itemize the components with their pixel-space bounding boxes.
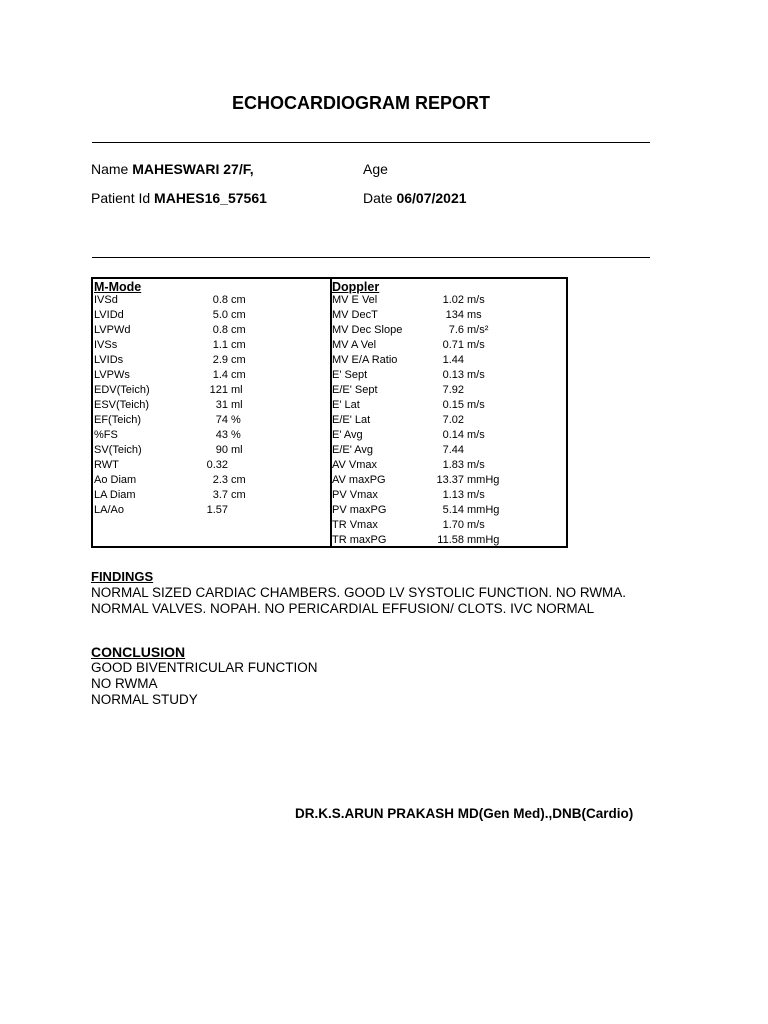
- patient-id-label: Patient Id: [91, 190, 151, 206]
- measurement-label: MV Dec Slope: [332, 324, 403, 336]
- measurement-value: 121: [209, 384, 228, 396]
- mmode-row: [94, 473, 324, 488]
- top-divider: [92, 142, 650, 143]
- measurement-value: 0.71: [442, 339, 464, 351]
- measurement-value: 3.7: [212, 489, 228, 501]
- mmode-row: [94, 368, 324, 383]
- doppler-row: [332, 338, 567, 353]
- measurement-label: E' Sept: [332, 369, 368, 381]
- measurement-value: 7.92: [442, 384, 464, 396]
- measurement-value: 0.13: [442, 369, 464, 381]
- measurement-value: 5.14: [442, 504, 464, 516]
- doppler-row: [332, 443, 567, 458]
- age-label: Age: [363, 161, 388, 177]
- doppler-row: [332, 413, 567, 428]
- doppler-row: [332, 428, 567, 443]
- measurement-value: 31: [215, 399, 228, 411]
- measurement-value: 2.3: [212, 474, 228, 486]
- measurement-label: EDV(Teich): [94, 384, 150, 396]
- mmode-row: [94, 458, 324, 473]
- name-value: MAHESWARI 27/F,: [132, 161, 254, 177]
- mmode-row: [94, 443, 324, 458]
- conclusion-heading: CONCLUSION: [91, 644, 186, 660]
- doppler-row: [332, 488, 567, 503]
- measurement-label: Ao Diam: [94, 474, 137, 486]
- measurement-value: 1.57: [206, 504, 228, 516]
- doppler-row: [332, 293, 567, 308]
- measurement-label: IVSd: [94, 294, 118, 306]
- measurement-label: LVPWd: [94, 324, 131, 336]
- doppler-row: [332, 323, 567, 338]
- measurement-label: LVIDs: [94, 354, 124, 366]
- measurement-label: E/E' Lat: [332, 414, 371, 426]
- measurement-label: %FS: [94, 429, 118, 441]
- mmode-row: [94, 353, 324, 368]
- measurements-table: [91, 277, 568, 548]
- measurement-unit: m/s²: [467, 324, 489, 336]
- doppler-row: [332, 308, 567, 323]
- conclusion-text: [91, 660, 318, 708]
- measurement-unit: mmHg: [467, 504, 500, 516]
- doppler-row: [332, 473, 567, 488]
- measurement-unit: cm: [231, 324, 246, 336]
- measurement-value: 1.44: [442, 354, 464, 366]
- measurement-value: 134: [445, 309, 464, 321]
- measurement-unit: m/s: [467, 459, 485, 471]
- measurement-label: LVIDd: [94, 309, 124, 321]
- findings-line: NORMAL VALVES. NOPAH. NO PERICARDIAL EFFUSION/ CLOTS. IVC NORMAL: [91, 601, 595, 616]
- doppler-row: [332, 383, 567, 398]
- measurement-label: MV E Vel: [332, 294, 378, 306]
- mmode-row: [94, 293, 324, 308]
- measurement-unit: mmHg: [467, 474, 500, 486]
- doctor-signature: DR.K.S.ARUN PRAKASH MD(Gen Med).,DNB(Cardio): [295, 806, 634, 821]
- measurement-label: AV Vmax: [332, 459, 378, 471]
- measurement-unit: m/s: [467, 369, 485, 381]
- doppler-row: [332, 518, 567, 533]
- measurement-value: 0.8: [212, 324, 228, 336]
- measurement-label: EF(Teich): [94, 414, 142, 426]
- measurement-value: 7.6: [448, 324, 464, 336]
- doppler-row: [332, 533, 567, 548]
- doppler-heading: Doppler: [332, 280, 380, 294]
- measurement-label: E/E' Avg: [332, 444, 374, 456]
- measurement-unit: cm: [231, 354, 246, 366]
- measurement-label: LVPWs: [94, 369, 130, 381]
- measurement-label: PV Vmax: [332, 489, 378, 501]
- measurement-label: E' Lat: [332, 399, 360, 411]
- date-value: 06/07/2021: [396, 190, 467, 206]
- measurement-value: 1.1: [212, 339, 228, 351]
- measurement-value: 2.9: [212, 354, 228, 366]
- measurement-unit: cm: [231, 339, 246, 351]
- measurement-label: MV A Vel: [332, 339, 377, 351]
- measurement-label: MV E/A Ratio: [332, 354, 398, 366]
- measurement-label: ESV(Teich): [94, 399, 150, 411]
- measurement-unit: ml: [231, 399, 243, 411]
- mmode-row: [94, 383, 324, 398]
- measurement-unit: ml: [231, 444, 243, 456]
- measurement-unit: %: [231, 429, 241, 441]
- measurement-value: 1.13: [442, 489, 464, 501]
- date-label: Date: [363, 190, 393, 206]
- name-label: Name: [91, 161, 129, 177]
- patient-name: [91, 161, 254, 177]
- measurement-value: 90: [215, 444, 228, 456]
- measurement-value: 11.58: [437, 534, 464, 546]
- measurement-value: 74: [215, 414, 228, 426]
- patient-id: [91, 190, 267, 206]
- findings-heading: FINDINGS: [91, 569, 154, 584]
- measurement-value: 7.02: [442, 414, 464, 426]
- doppler-row: [332, 353, 567, 368]
- measurement-label: TR maxPG: [332, 534, 387, 546]
- conclusion-line: GOOD BIVENTRICULAR FUNCTION: [91, 660, 318, 675]
- mmode-row: [94, 398, 324, 413]
- measurement-value: 7.44: [442, 444, 464, 456]
- mmode-row: [94, 503, 324, 518]
- measurement-value: 1.70: [442, 519, 464, 531]
- measurement-label: SV(Teich): [94, 444, 142, 456]
- measurement-label: RWT: [94, 459, 119, 471]
- measurement-unit: %: [231, 414, 241, 426]
- findings-text: [91, 585, 626, 617]
- report-date: [363, 190, 467, 206]
- measurement-label: PV maxPG: [332, 504, 387, 516]
- patient-id-value: MAHES16_57561: [154, 190, 267, 206]
- doppler-row: [332, 503, 567, 518]
- doppler-row: [332, 368, 567, 383]
- patient-age: [363, 161, 388, 177]
- measurement-value: 0.15: [442, 399, 464, 411]
- mid-divider: [92, 257, 650, 258]
- measurement-label: LA/Ao: [94, 504, 124, 516]
- measurement-unit: ml: [231, 384, 243, 396]
- measurement-label: AV maxPG: [332, 474, 386, 486]
- measurement-value: 0.14: [442, 429, 464, 441]
- measurement-label: E/E' Sept: [332, 384, 378, 396]
- doppler-row: [332, 458, 567, 473]
- measurement-value: 13.37: [436, 474, 464, 486]
- measurement-unit: m/s: [467, 399, 485, 411]
- measurement-value: 43: [215, 429, 228, 441]
- measurement-value: 0.8: [212, 294, 228, 306]
- measurement-unit: ms: [467, 309, 482, 321]
- mmode-row: [94, 338, 324, 353]
- measurement-value: 5.0: [212, 309, 228, 321]
- measurement-unit: cm: [231, 294, 246, 306]
- measurement-unit: cm: [231, 369, 246, 381]
- measurement-unit: mmHg: [467, 534, 500, 546]
- findings-line: NORMAL SIZED CARDIAC CHAMBERS. GOOD LV SYSTOLIC FUNCTION. NO RWMA.: [91, 585, 627, 600]
- measurement-unit: m/s: [467, 519, 485, 531]
- mmode-row: [94, 428, 324, 443]
- measurement-value: 1.83: [442, 459, 464, 471]
- conclusion-line: NO RWMA: [91, 676, 158, 691]
- measurement-value: 1.02: [442, 294, 464, 306]
- mmode-row: [94, 323, 324, 338]
- conclusion-line: NORMAL STUDY: [91, 692, 198, 707]
- measurement-label: TR Vmax: [332, 519, 378, 531]
- measurement-value: 1.4: [212, 369, 228, 381]
- mmode-heading: M-Mode: [94, 280, 142, 294]
- mmode-row: [94, 308, 324, 323]
- measurement-unit: cm: [231, 474, 246, 486]
- measurement-label: E' Avg: [332, 429, 363, 441]
- measurement-label: MV DecT: [332, 309, 378, 321]
- measurement-label: IVSs: [94, 339, 118, 351]
- measurement-unit: m/s: [467, 429, 485, 441]
- measurement-unit: m/s: [467, 489, 485, 501]
- measurement-unit: m/s: [467, 339, 485, 351]
- measurement-label: LA Diam: [94, 489, 136, 501]
- doppler-row: [332, 398, 567, 413]
- measurement-unit: cm: [231, 489, 246, 501]
- measurement-unit: m/s: [467, 294, 485, 306]
- report-title: ECHOCARDIOGRAM REPORT: [231, 93, 490, 113]
- mmode-row: [94, 488, 324, 503]
- measurement-unit: cm: [231, 309, 246, 321]
- mmode-row: [94, 413, 324, 428]
- measurement-value: 0.32: [206, 459, 228, 471]
